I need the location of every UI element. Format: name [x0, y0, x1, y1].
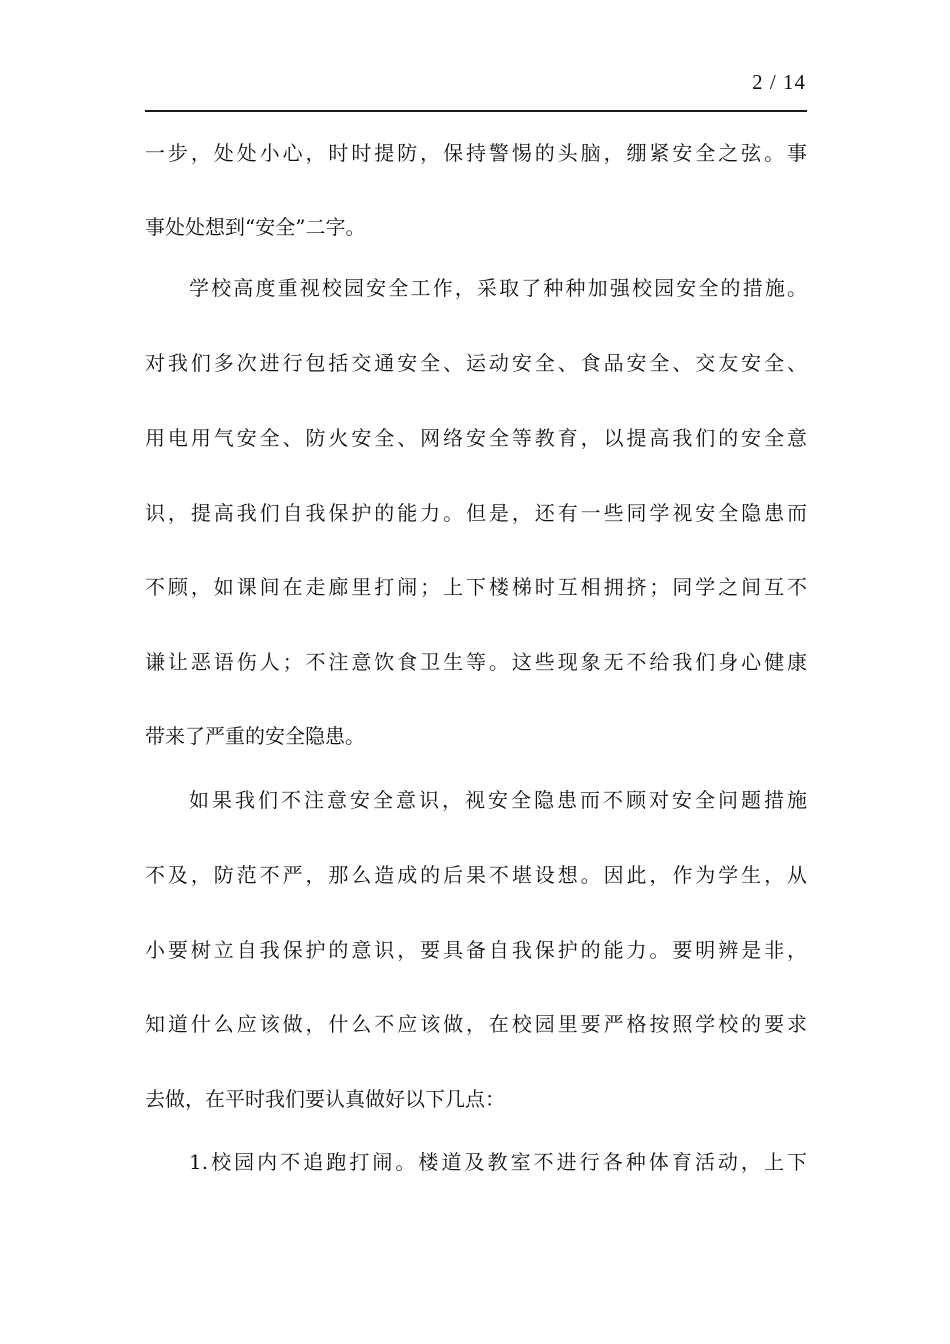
text-line: 一步，处处小心，时时提防，保持警惕的头脑，绷紧安全之弦。事 — [145, 141, 807, 165]
text-line: 如果我们不注意安全意识，视安全隐患而不顾对安全问题措施 — [189, 788, 807, 812]
text-line: 不及，防范不严，那么造成的后果不堪设想。因此，作为学生，从 — [145, 863, 807, 887]
text-line: 小要树立自我保护的意识，要具备自我保护的能力。要明辨是非， — [145, 938, 807, 962]
text-line: 知道什么应该做，什么不应该做，在校园里要严格按照学校的要求 — [145, 1012, 807, 1036]
page-number: 2 / 14 — [752, 70, 806, 94]
text-line: 识，提高我们自我保护的能力。但是，还有一些同学视安全隐患而 — [145, 501, 807, 525]
text-line: 1.校园内不追跑打闹。楼道及教室不进行各种体育活动，上下 — [189, 1150, 807, 1174]
text-line: 不顾，如课间在走廊里打闹；上下楼梯时互相拥挤；同学之间互不 — [145, 575, 807, 599]
text-line: 谦让恶语伤人；不注意饮食卫生等。这些现象无不给我们身心健康 — [145, 650, 807, 674]
text-line: 去做，在平时我们要认真做好以下几点： — [145, 1087, 505, 1111]
text-line: 对我们多次进行包括交通安全、运动安全、食品安全、交友安全、 — [145, 351, 807, 375]
text-line: 带来了严重的安全隐患。 — [145, 724, 365, 748]
text-line: 学校高度重视校园安全工作，采取了种种加强校园安全的措施。 — [189, 276, 807, 300]
text-line: 事处处想到“安全”二字。 — [145, 215, 366, 239]
text-line: 用电用气安全、防火安全、网络安全等教育，以提高我们的安全意 — [145, 426, 807, 450]
header-rule — [145, 110, 807, 112]
